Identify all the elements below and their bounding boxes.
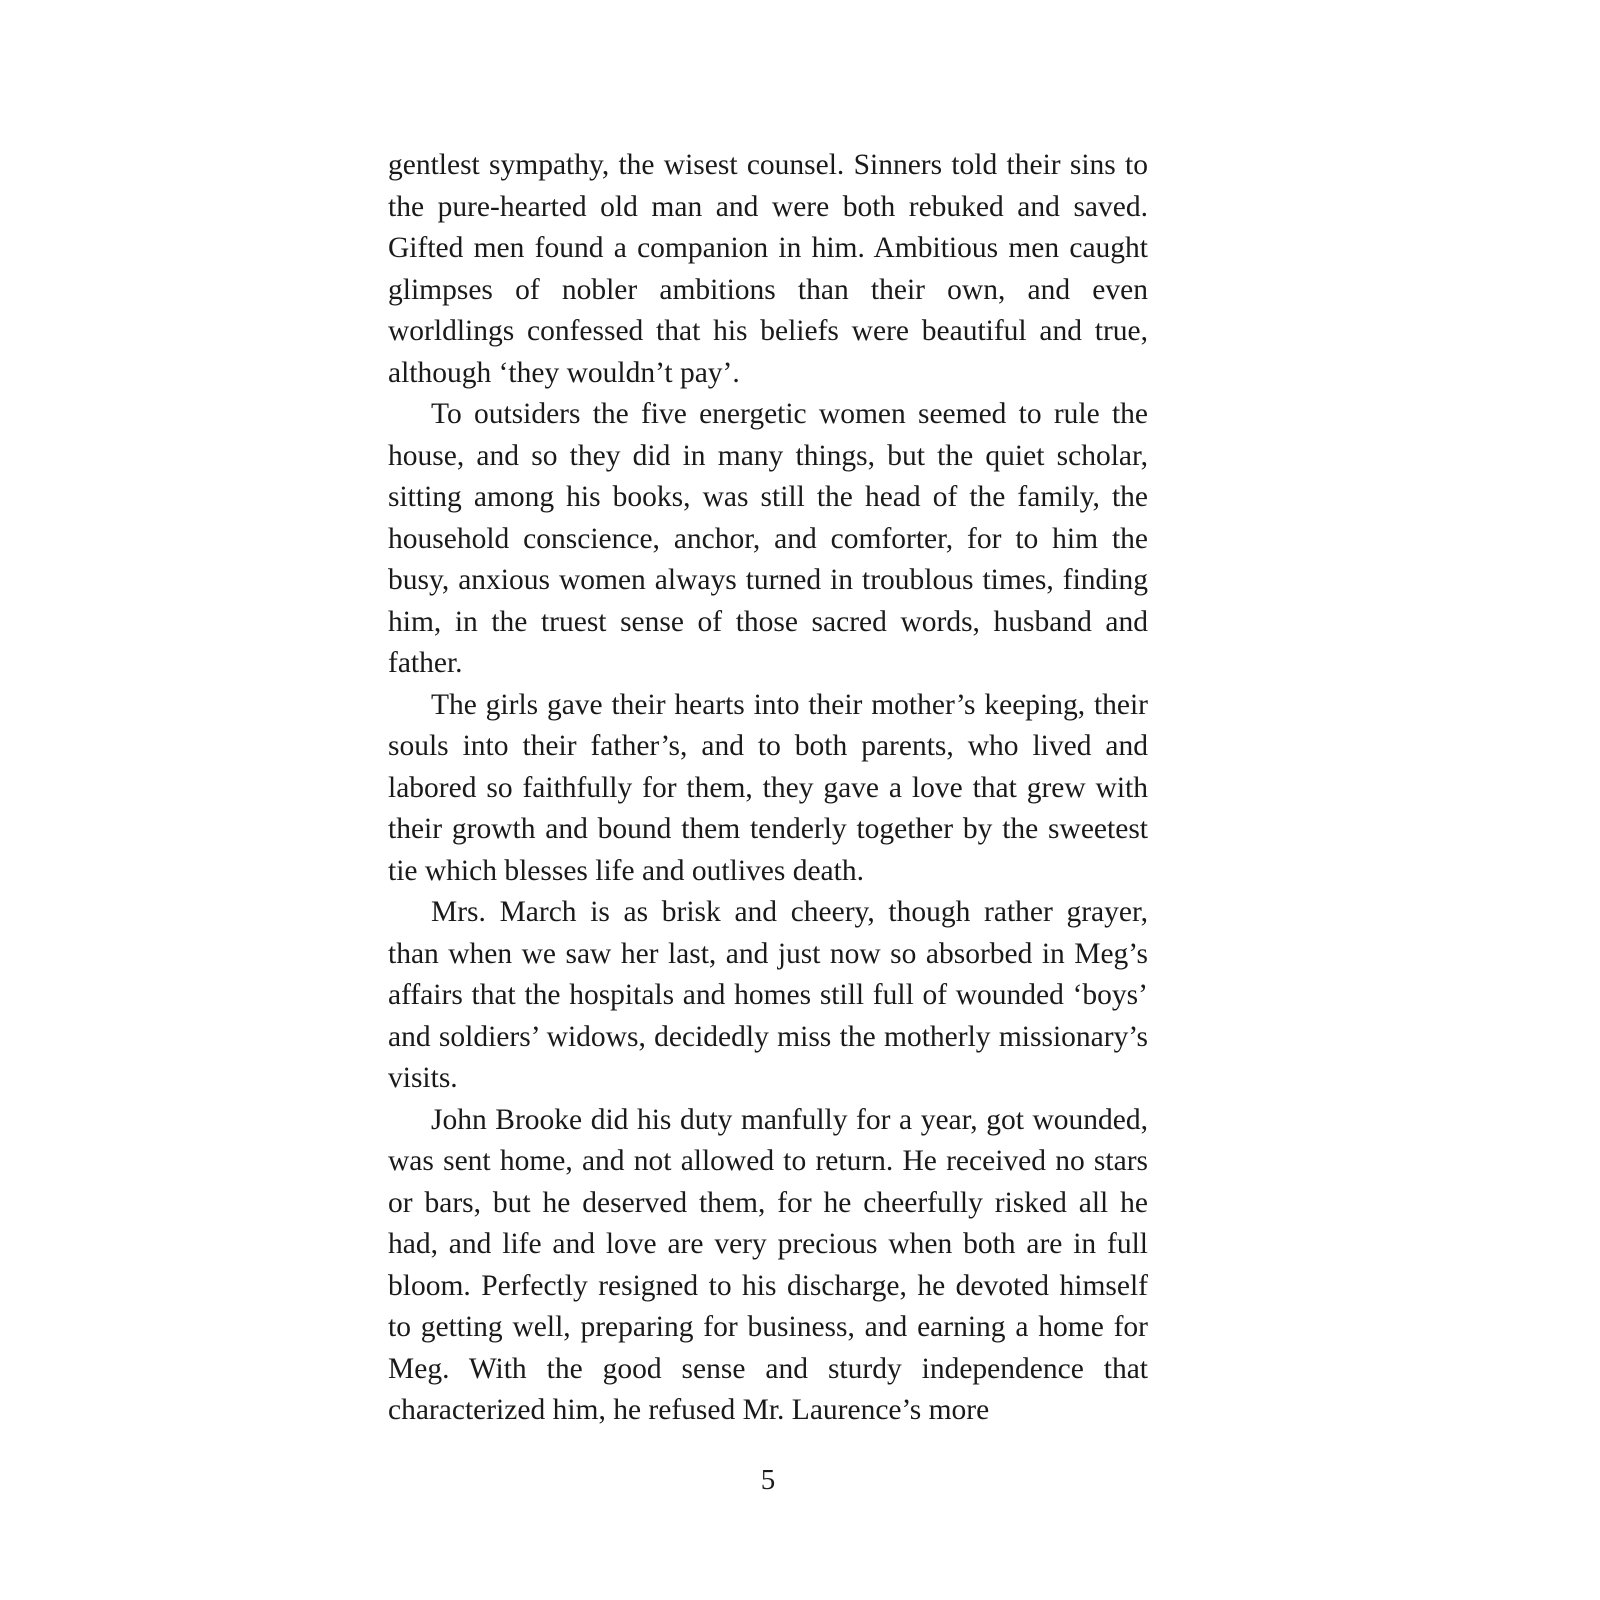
paragraph-mrs-march: Mrs. March is as brisk and cheery, though rather grayer, than when we saw her last, and just now so absorbed in Meg’s affairs that the hospitals and homes still full of wounded ‘boys’ and soldiers’ widows, decidedly miss the motherly missionary’s visits.: [388, 896, 1148, 1094]
page-number: 5: [760, 1464, 776, 1496]
paragraph-girls: The girls gave their hearts into their mother’s keeping, their souls into their father’s, and to both parents, who lived and labored so faithfully for them, they gave a love that grew with their growth and bound them tenderly together by the sweetest tie which blesses life and outlives death.: [388, 688, 1148, 887]
paragraph-outsiders: To outsiders the five energetic women seemed to rule the house, and so they did in many things, but the quiet scholar, sitting among his books, was still the head of the family, the household conscience, anchor, and comforter, for to him the busy, anxious women always turned in troublous times, finding him, in the truest sense of those sacred words, husband and father.: [388, 398, 1148, 679]
paragraph-john-brooke: John Brooke did his duty manfully for a year, got wounded, was sent home, and not allowed to return. He received no stars or bars, but he deserved them, for he cheerfully risked all he had, and life and love are very precious when both are in full bloom. Perfectly resigned to his discharge, he devoted himself to getting well, preparing for business, and earning a home for Meg. With the good sense and sturdy independence that characterized him, he refused Mr. Laurence’s more: [388, 1103, 1148, 1426]
paragraph-continuation: gentlest sympathy, the wisest counsel. Sinners told their sins to the pure-hearted old man and were both rebuked and saved. Gifted men found a companion in him. Ambitious men caught glimpses of nobler ambitions than their own, and even worldlings confessed that his beliefs were beautiful and true, although ‘they wouldn’t pay’.: [388, 149, 1148, 389]
page-body: [388, 145, 1148, 1432]
